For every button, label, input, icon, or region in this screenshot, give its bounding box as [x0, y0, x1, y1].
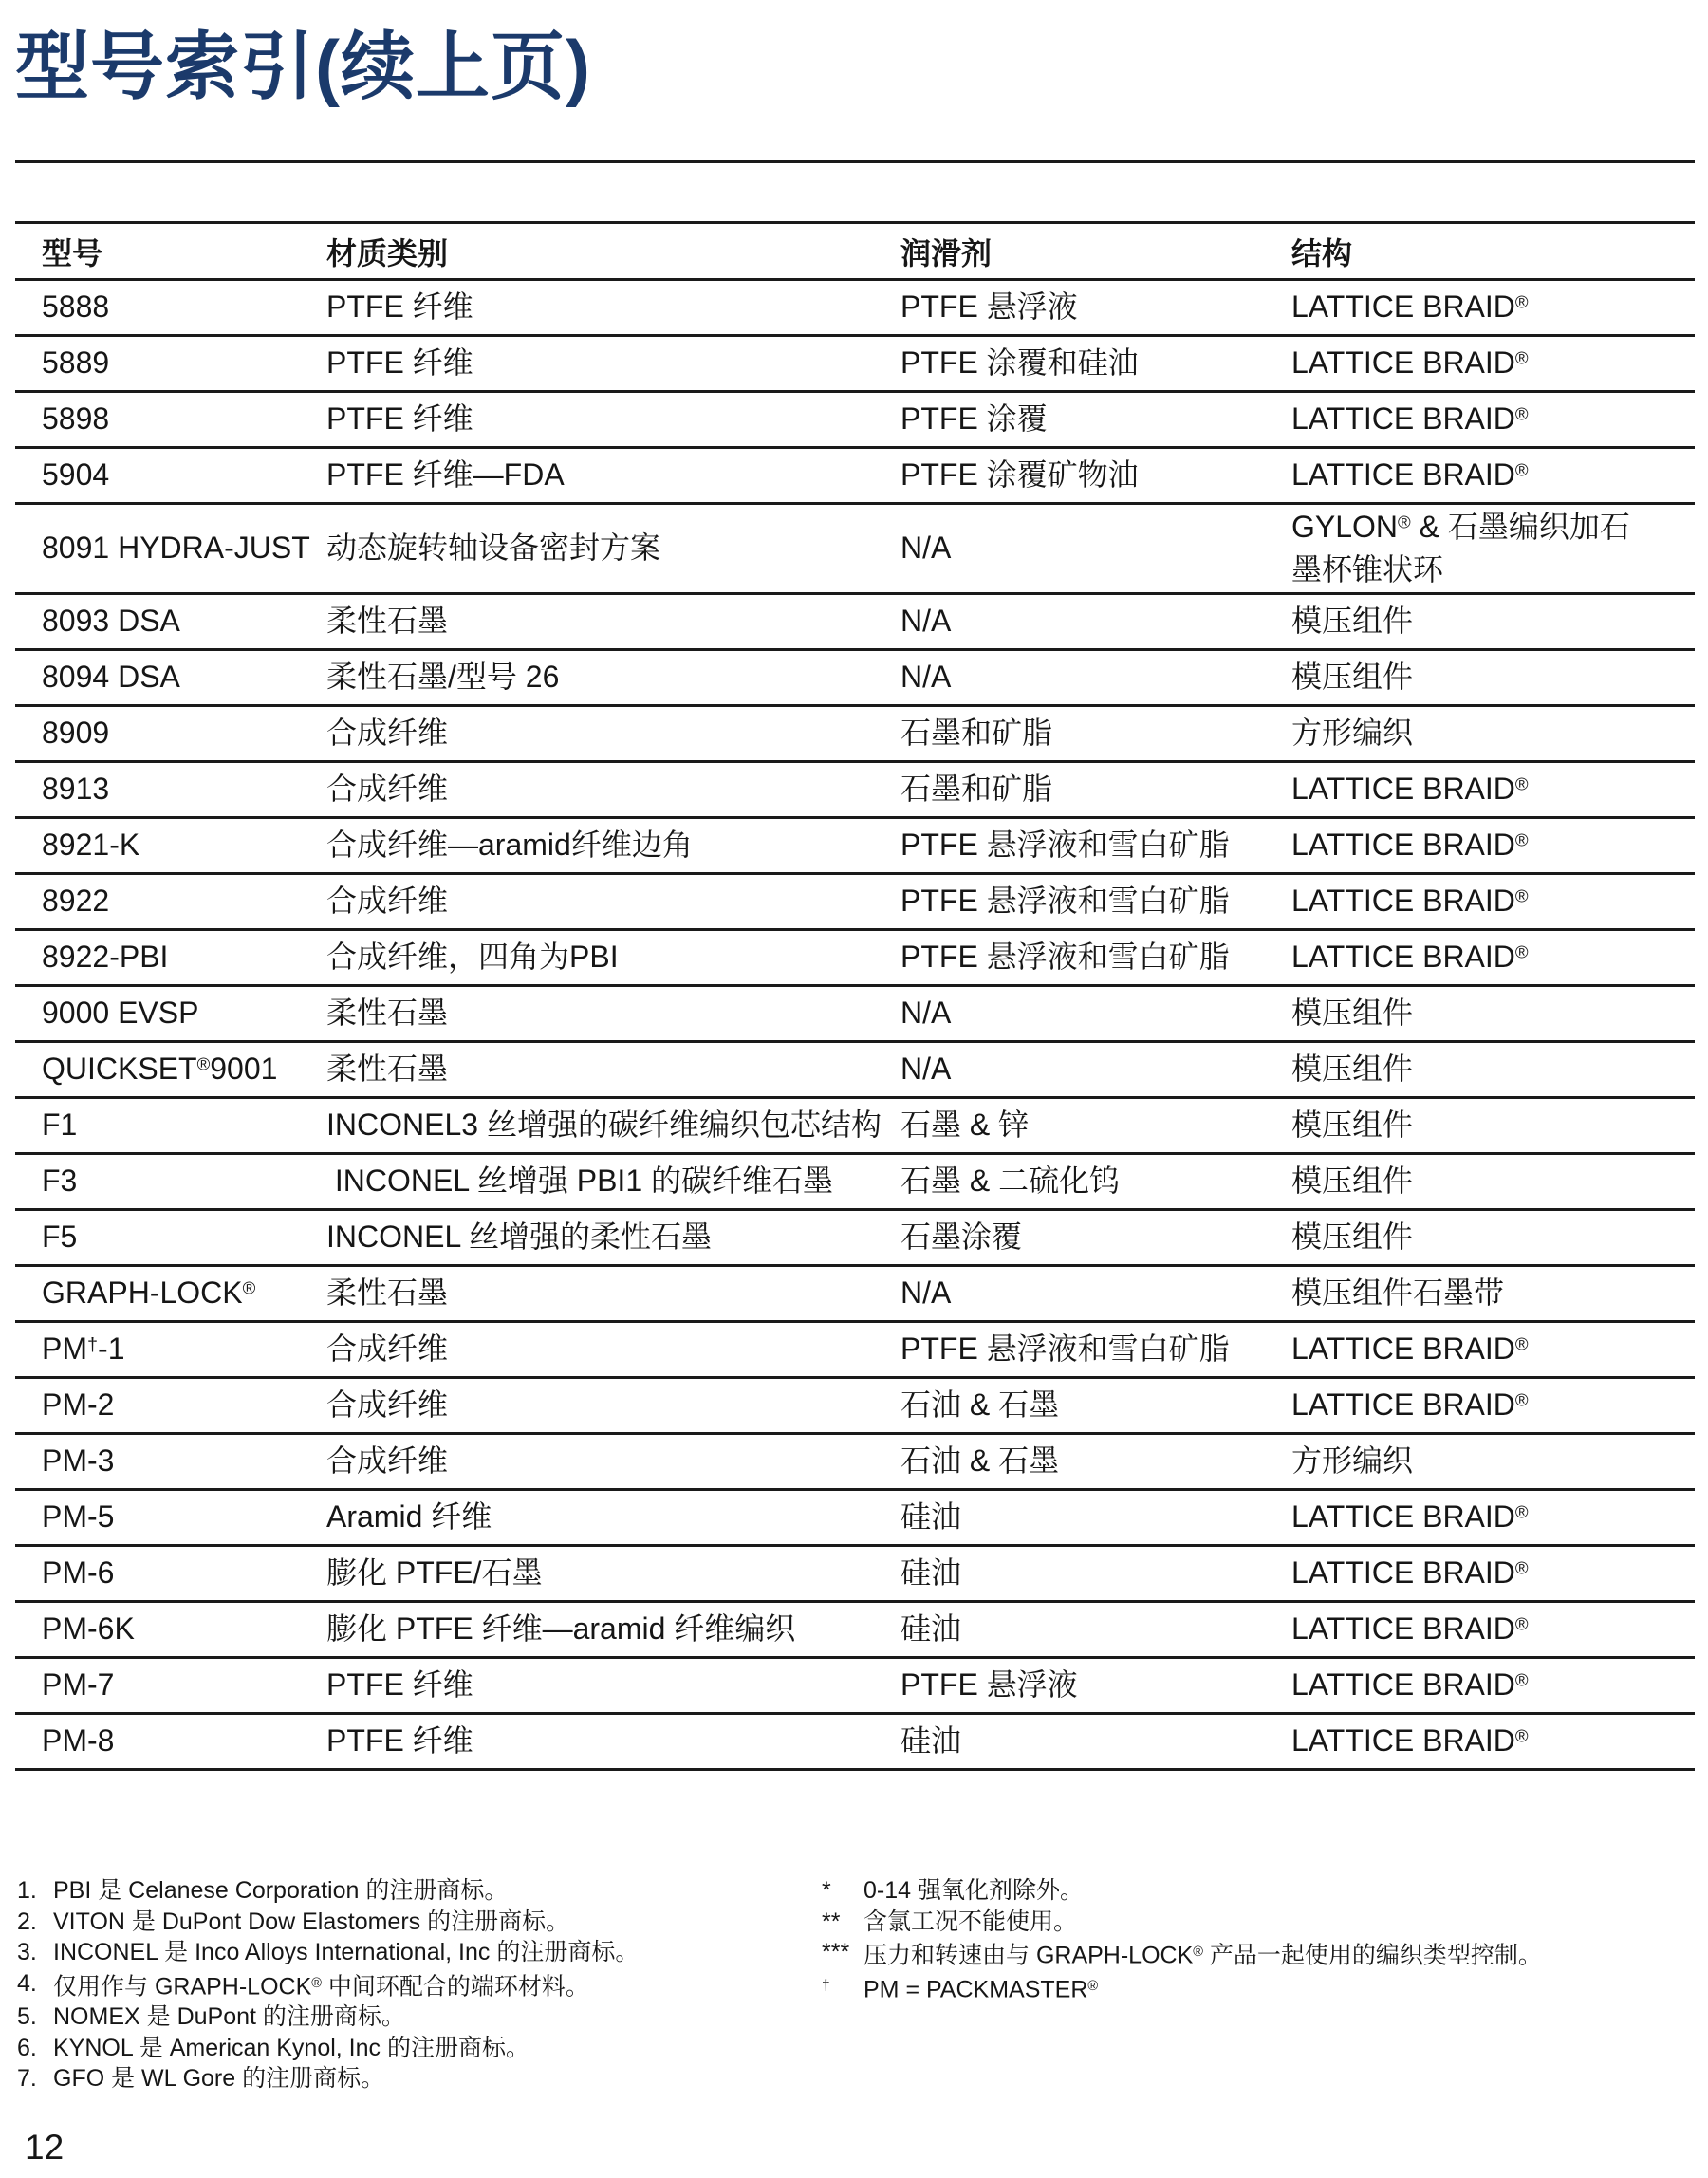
cell-construction [1265, 1714, 1695, 1770]
cell-lubricant [874, 1154, 1265, 1210]
table-row [15, 1434, 1695, 1490]
footnote-item [17, 1937, 639, 1968]
cell-model-text: QUICKSET®9001 [42, 1052, 278, 1087]
cell-construction [1265, 930, 1695, 986]
cell-material [300, 930, 874, 986]
cell-model-text: PM-8 [42, 1723, 115, 1759]
cell-model-text: PM†-1 [42, 1331, 125, 1367]
cell-material-text: 柔性石墨 [326, 1052, 449, 1087]
cell-lubricant-text: 石墨和矿脂 [900, 772, 1053, 807]
cell-material [300, 1714, 874, 1770]
cell-construction-text: LATTICE BRAID® [1291, 289, 1529, 325]
cell-material-text: 柔性石墨 [326, 1275, 449, 1311]
cell-material [300, 1042, 874, 1098]
cell-model [15, 594, 300, 650]
cell-construction [1265, 1378, 1695, 1434]
cell-model-text: F3 [42, 1163, 78, 1199]
cell-material [300, 392, 874, 448]
cell-material [300, 1378, 874, 1434]
cell-lubricant-text: 石油 & 石墨 [900, 1443, 1060, 1479]
table-row [15, 1154, 1695, 1210]
cell-lubricant [874, 1266, 1265, 1322]
cell-model-text: 8913 [42, 772, 110, 807]
cell-model-text: F1 [42, 1108, 78, 1143]
cell-model [15, 930, 300, 986]
cell-model [15, 1322, 300, 1378]
cell-lubricant [874, 1490, 1265, 1546]
footnote-text: 压力和转速由与 GRAPH-LOCK® 产品一起使用的编织类型控制。 [863, 1942, 1542, 1969]
cell-material-text: 合成纤维 [326, 772, 449, 807]
cell-material [300, 762, 874, 818]
cell-material-text: 膨化 PTFE/石墨 [326, 1555, 543, 1591]
table-row [15, 1266, 1695, 1322]
cell-material [300, 1210, 874, 1266]
cell-model [15, 650, 300, 706]
cell-lubricant [874, 1378, 1265, 1434]
cell-lubricant-text: PTFE 涂覆 [900, 401, 1048, 437]
table-row [15, 594, 1695, 650]
cell-construction-text: LATTICE BRAID® [1291, 940, 1529, 975]
cell-material-text: PTFE 纤维 [326, 1667, 473, 1703]
cell-construction-text: 模压组件石墨带 [1291, 1275, 1505, 1311]
cell-lubricant-text: 硅油 [900, 1723, 962, 1759]
cell-construction [1265, 1210, 1695, 1266]
cell-material-text: 合成纤维—aramid纤维边角 [326, 828, 693, 863]
cell-lubricant [874, 1210, 1265, 1266]
cell-lubricant [874, 706, 1265, 762]
cell-construction [1265, 336, 1695, 392]
cell-construction [1265, 818, 1695, 874]
cell-material-text: 合成纤维，四角为PBI [326, 940, 619, 975]
cell-model [15, 504, 310, 594]
cell-model [15, 1378, 300, 1434]
cell-construction-text: LATTICE BRAID® [1291, 345, 1529, 381]
footnote-marker: 2. [17, 1908, 37, 1935]
cell-lubricant [874, 504, 1265, 594]
cell-construction-text: LATTICE BRAID® [1291, 1331, 1529, 1367]
cell-construction [1265, 1546, 1695, 1602]
table-row [15, 392, 1695, 448]
table-row [15, 1714, 1695, 1770]
footnote-item [17, 2033, 639, 2064]
footnote-text: VITON 是 DuPont Dow Elastomers 的注册商标。 [53, 1908, 570, 1935]
cell-model [15, 336, 300, 392]
cell-lubricant [874, 336, 1265, 392]
cell-construction-text: 模压组件 [1291, 1219, 1414, 1255]
cell-lubricant [874, 1042, 1265, 1098]
cell-material [300, 1546, 874, 1602]
cell-model [15, 1154, 300, 1210]
table-row [15, 280, 1695, 336]
table-row [15, 1658, 1695, 1714]
cell-construction-text: LATTICE BRAID® [1291, 1667, 1529, 1703]
cell-model [15, 1098, 300, 1154]
cell-lubricant-text: PTFE 悬浮液和雪白矿脂 [900, 828, 1230, 863]
cell-lubricant [874, 1658, 1265, 1714]
page-title: 型号索引(续上页) [15, 25, 591, 108]
cell-construction [1265, 448, 1695, 504]
cell-construction [1265, 1658, 1695, 1714]
cell-construction-text: LATTICE BRAID® [1291, 1611, 1529, 1647]
cell-material [300, 594, 874, 650]
cell-construction [1265, 280, 1695, 336]
cell-model-text: 8922 [42, 884, 110, 919]
cell-material [300, 1098, 882, 1154]
footnote-text: 0-14 强氧化剂除外。 [863, 1877, 1084, 1904]
cell-model-text: 8093 DSA [42, 604, 180, 639]
footnote-marker: ** [822, 1908, 841, 1935]
footnote-item [17, 1968, 639, 2002]
cell-model-text: 8909 [42, 716, 110, 751]
cell-lubricant [874, 986, 1265, 1042]
cell-lubricant [874, 280, 1265, 336]
cell-construction-text: 模压组件 [1291, 604, 1414, 639]
cell-lubricant-text: N/A [900, 660, 952, 695]
title-divider [15, 160, 1695, 163]
footnote-marker: 5. [17, 2003, 37, 2031]
cell-model-text: PM-5 [42, 1499, 115, 1535]
cell-model-text: GRAPH-LOCK® [42, 1275, 256, 1311]
cell-material [300, 650, 874, 706]
cell-construction [1265, 1266, 1695, 1322]
cell-model-text: PM-7 [42, 1667, 115, 1703]
cell-lubricant [874, 650, 1265, 706]
cell-lubricant-text: PTFE 悬浮液 [900, 289, 1078, 325]
cell-model [15, 448, 300, 504]
cell-material-text: 柔性石墨/型号 26 [326, 660, 560, 695]
cell-material-text: INCONEL3 丝增强的碳纤维编织包芯结构 [326, 1108, 882, 1143]
cell-material-text: 合成纤维 [326, 1443, 449, 1479]
cell-lubricant-text: PTFE 悬浮液和雪白矿脂 [900, 884, 1230, 919]
cell-lubricant [874, 448, 1265, 504]
cell-model [15, 1602, 300, 1658]
cell-construction [1265, 1098, 1695, 1154]
cell-model-text: 5888 [42, 289, 110, 325]
footnote-text: 仅用作与 GRAPH-LOCK® 中间环配合的端环材料。 [53, 1972, 589, 2000]
cell-construction-text: 模压组件 [1291, 660, 1414, 695]
table-row [15, 504, 1695, 594]
footnote-text: PBI 是 Celanese Corporation 的注册商标。 [53, 1877, 509, 1904]
cell-construction-text: LATTICE BRAID® [1291, 1723, 1529, 1759]
cell-model [15, 1714, 300, 1770]
cell-lubricant [874, 392, 1265, 448]
cell-model [15, 762, 300, 818]
footnote-item [17, 2001, 639, 2033]
cell-lubricant-text: PTFE 涂覆矿物油 [900, 457, 1139, 493]
table-row [15, 818, 1695, 874]
cell-model [15, 1434, 300, 1490]
cell-model [15, 1266, 300, 1322]
cell-lubricant [874, 874, 1265, 930]
footnote-text: INCONEL 是 Inco Alloys International, Inc 的注册商标。 [53, 1939, 640, 1965]
cell-lubricant-text: 硅油 [900, 1611, 962, 1647]
cell-model-text: 8094 DSA [42, 660, 180, 695]
cell-material [300, 1434, 874, 1490]
footnote-marker: † [822, 1977, 830, 1994]
cell-construction-text: 模压组件 [1291, 1052, 1414, 1087]
cell-model-text: 5904 [42, 457, 110, 493]
cell-construction [1265, 1042, 1695, 1098]
cell-material-text: 合成纤维 [326, 716, 449, 751]
cell-model-text: PM-6 [42, 1555, 115, 1591]
model-index-table [15, 221, 1695, 1771]
cell-model-text: 5898 [42, 401, 110, 437]
cell-material-text: PTFE 纤维 [326, 1723, 473, 1759]
cell-lubricant-text: N/A [900, 996, 952, 1031]
cell-lubricant-text: 硅油 [900, 1555, 962, 1591]
cell-model [15, 1546, 300, 1602]
cell-material-text: Aramid 纤维 [326, 1499, 492, 1535]
table-row [15, 1378, 1695, 1434]
footnote-marker: *** [822, 1939, 850, 1965]
footnote-text: GFO 是 WL Gore 的注册商标。 [53, 2065, 385, 2093]
cell-material [300, 448, 874, 504]
cell-model-text: PM-6K [42, 1611, 135, 1647]
cell-model-text: F5 [42, 1219, 78, 1255]
cell-lubricant-text: 石墨 & 锌 [900, 1108, 1030, 1143]
cell-model-text: 8922-PBI [42, 940, 169, 975]
cell-model-text: PM-2 [42, 1387, 115, 1423]
cell-construction-text: GYLON® & 石墨编织加石墨杯锥状环 [1291, 510, 1630, 586]
cell-model-text: 9000 EVSP [42, 996, 199, 1031]
cell-lubricant-text: 石油 & 石墨 [900, 1387, 1060, 1423]
cell-construction [1265, 392, 1695, 448]
cell-lubricant-text: PTFE 悬浮液和雪白矿脂 [900, 940, 1230, 975]
cell-construction [1265, 762, 1695, 818]
cell-lubricant [874, 818, 1265, 874]
cell-construction [1265, 1602, 1695, 1658]
footnote-item [17, 1875, 639, 1907]
table-row [15, 1042, 1695, 1098]
cell-material-text: INCONEL 丝增强 PBI1 的碳纤维石墨 [326, 1163, 834, 1199]
cell-material-text: INCONEL 丝增强的柔性石墨 [326, 1219, 712, 1255]
footnote-marker: * [822, 1877, 831, 1904]
cell-model [15, 1658, 300, 1714]
header-lubricant: 润滑剂 [874, 223, 1265, 280]
cell-model [15, 392, 300, 448]
cell-construction-text: LATTICE BRAID® [1291, 1499, 1529, 1535]
cell-lubricant [874, 1322, 1265, 1378]
cell-model [15, 1210, 300, 1266]
cell-construction [1265, 706, 1695, 762]
cell-lubricant [874, 594, 1265, 650]
cell-construction [1265, 1434, 1695, 1490]
cell-construction [1265, 1490, 1695, 1546]
cell-construction [1265, 1154, 1695, 1210]
footnote-marker: 3. [17, 1939, 37, 1965]
table-row [15, 706, 1695, 762]
footnote-marker: 6. [17, 2034, 37, 2061]
cell-model [15, 818, 300, 874]
cell-material-text: PTFE 纤维 [326, 345, 473, 381]
cell-construction-text: 方形编织 [1291, 1443, 1414, 1479]
cell-model-text: 5889 [42, 345, 110, 381]
header-material: 材质类别 [300, 223, 874, 280]
footnote-item [17, 2063, 639, 2094]
cell-material [300, 1154, 874, 1210]
footnote-text: PM = PACKMASTER® [863, 1976, 1099, 2002]
page-number: 12 [25, 2128, 65, 2167]
footnotes-left [17, 1875, 639, 2094]
cell-material-text: 合成纤维 [326, 1387, 449, 1423]
cell-lubricant [874, 762, 1265, 818]
cell-construction [1265, 986, 1695, 1042]
cell-material-text: PTFE 纤维 [326, 289, 473, 325]
footnote-text: KYNOL 是 American Kynol, Inc 的注册商标。 [53, 2034, 529, 2061]
cell-lubricant [874, 1546, 1265, 1602]
table-row [15, 1490, 1695, 1546]
cell-material [300, 1602, 874, 1658]
cell-construction-text: LATTICE BRAID® [1291, 884, 1529, 919]
table-row [15, 1546, 1695, 1602]
cell-lubricant [874, 1602, 1265, 1658]
cell-material [300, 1490, 874, 1546]
cell-construction-text: LATTICE BRAID® [1291, 457, 1529, 493]
cell-material [300, 706, 874, 762]
cell-lubricant-text: 硅油 [900, 1499, 962, 1535]
cell-lubricant-text: N/A [900, 1275, 952, 1311]
cell-material-text: 柔性石墨 [326, 996, 449, 1031]
footnote-marker: 1. [17, 1877, 37, 1904]
header-construction: 结构 [1265, 223, 1695, 280]
cell-material [300, 1266, 874, 1322]
cell-model [15, 1490, 300, 1546]
cell-material [300, 986, 874, 1042]
cell-lubricant-text: PTFE 悬浮液 [900, 1667, 1078, 1703]
model-table-body [15, 280, 1695, 1770]
cell-material [300, 1322, 874, 1378]
cell-material [300, 336, 874, 392]
cell-model [15, 986, 300, 1042]
table-row [15, 874, 1695, 930]
footnote-item [822, 1971, 1542, 2005]
table-header [15, 223, 1695, 280]
footnote-item [17, 1907, 639, 1938]
cell-construction-text: LATTICE BRAID® [1291, 1555, 1529, 1591]
cell-material-text: 膨化 PTFE 纤维—aramid 纤维编织 [326, 1611, 796, 1647]
table-row [15, 650, 1695, 706]
cell-lubricant-text: N/A [900, 1052, 952, 1087]
cell-lubricant [874, 1098, 1265, 1154]
table-row [15, 1098, 1695, 1154]
cell-construction-text: LATTICE BRAID® [1291, 401, 1529, 437]
cell-construction-text: 模压组件 [1291, 1108, 1414, 1143]
cell-material-text: PTFE 纤维 [326, 401, 473, 437]
footnote-item [822, 1875, 1542, 1907]
cell-material [300, 818, 874, 874]
cell-material [300, 1658, 874, 1714]
cell-construction [1265, 650, 1695, 706]
cell-lubricant-text: PTFE 涂覆和硅油 [900, 345, 1139, 381]
table-row [15, 1210, 1695, 1266]
cell-model-text: 8921-K [42, 828, 140, 863]
cell-construction [1265, 504, 1695, 594]
table-row [15, 448, 1695, 504]
cell-lubricant-text: 石墨和矿脂 [900, 716, 1053, 751]
cell-construction-text: LATTICE BRAID® [1291, 772, 1529, 807]
cell-lubricant [874, 1434, 1265, 1490]
cell-construction-text: 模压组件 [1291, 1163, 1414, 1199]
footnote-text: NOMEX 是 DuPont 的注册商标。 [53, 2003, 405, 2031]
cell-model [15, 280, 300, 336]
cell-lubricant-text: 石墨 & 二硫化钨 [900, 1163, 1121, 1199]
cell-construction-text: LATTICE BRAID® [1291, 1387, 1529, 1423]
table-header-row [15, 223, 1695, 280]
table-row [15, 930, 1695, 986]
table-row [15, 1602, 1695, 1658]
cell-model [15, 1042, 300, 1098]
footnote-marker: 4. [17, 1969, 37, 1997]
cell-lubricant [874, 930, 1265, 986]
cell-construction-text: 模压组件 [1291, 996, 1414, 1031]
cell-lubricant [874, 1714, 1265, 1770]
cell-lubricant-text: N/A [900, 604, 952, 639]
table-row [15, 762, 1695, 818]
cell-model [15, 874, 300, 930]
table-row [15, 1322, 1695, 1378]
table-row [15, 336, 1695, 392]
table-row [15, 986, 1695, 1042]
cell-model-text: 8091 HYDRA-JUST [42, 531, 310, 566]
cell-construction-text: LATTICE BRAID® [1291, 828, 1529, 863]
cell-material-text: 合成纤维 [326, 884, 449, 919]
footnote-text: 含氯工况不能使用。 [863, 1908, 1078, 1935]
footnote-item [822, 1937, 1542, 1971]
cell-construction [1265, 874, 1695, 930]
cell-material [300, 280, 874, 336]
cell-material [300, 874, 874, 930]
cell-material-text: 合成纤维 [326, 1331, 449, 1367]
cell-construction [1265, 594, 1695, 650]
footnotes-right [822, 1875, 1542, 2005]
cell-material-text: PTFE 纤维—FDA [326, 457, 565, 493]
cell-construction [1265, 1322, 1695, 1378]
cell-model-text: PM-3 [42, 1443, 115, 1479]
cell-material [300, 504, 874, 594]
cell-lubricant-text: 石墨涂覆 [900, 1219, 1023, 1255]
footnote-item [822, 1907, 1542, 1938]
cell-model [15, 706, 300, 762]
header-model: 型号 [15, 223, 300, 280]
cell-construction-text: 方形编织 [1291, 716, 1414, 751]
cell-lubricant-text: PTFE 悬浮液和雪白矿脂 [900, 1331, 1230, 1367]
cell-material-text: 动态旋转轴设备密封方案 [326, 531, 661, 566]
footnote-marker: 7. [17, 2065, 37, 2093]
cell-lubricant-text: N/A [900, 531, 952, 566]
cell-material-text: 柔性石墨 [326, 604, 449, 639]
